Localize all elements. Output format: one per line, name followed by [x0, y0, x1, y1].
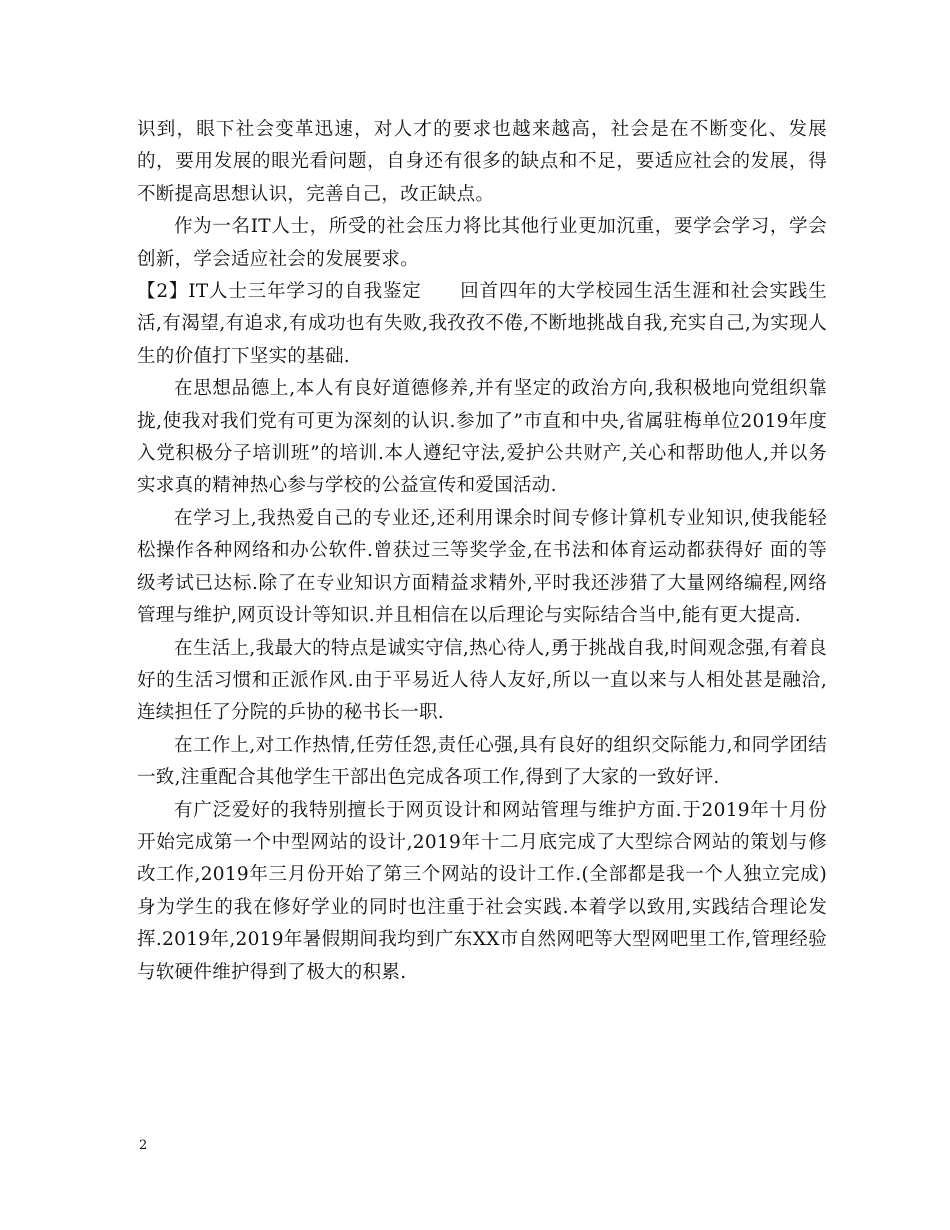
paragraph: 在工作上,对工作热情,任劳任怨,责任心强,具有良好的组织交际能力,和同学团结一致,注重配合其他学生干部出色完成各项工作,得到了大家的一致好评.: [137, 734, 827, 789]
page-number: 2: [139, 1138, 148, 1153]
paragraph: 有广泛爱好的我特别擅长于网页设计和网站管理与维护方面.于2019年十月份开始完成第一个中型网站的设计,2019年十二月底完成了大型综合网站的策划与修改工作,2019年三月份开始了第三个网站的设计工作.(全部都是我一个人独立完成)身为学生的我在修好学业的同时也注重于社会实践.本着学以致用,实践结合理论发挥.2019年,2019年暑假期间我均到广东XX市自然网吧等大型网吧里工作,管理经验与软硬件维护得到了极大的积累.: [137, 799, 827, 983]
paragraph: 在生活上,我最大的特点是诚实守信,热心待人,勇于挑战自我,时间观念强,有着良好的生活习惯和正派作风.由于平易近人待人友好,所以一直以来与人相处甚是融洽,连续担任了分院的乒协的秘书长一职.: [137, 637, 827, 724]
paragraph: 在思想品德上,本人有良好道德修养,并有坚定的政治方向,我积极地向党组织靠拢,使我对我们党有可更为深刻的认识.参加了”市直和中央,省属驻梅单位2019年度入党积极分子培训班”的培训.本人遵纪守法,爱护公共财产,关心和帮助他人,并以务实求真的精神热心参与学校的公益宣传和爱国活动.: [137, 378, 827, 497]
paragraph: 作为一名IT人士，所受的社会压力将比其他行业更加沉重，要学会学习，学会创新，学会适应社会的发展要求。: [137, 216, 827, 270]
paragraph: 在学习上,我热爱自己的专业还,还利用课余时间专修计算机专业知识,使我能轻松操作各种网络和办公软件.曾获过三等奖学金,在书法和体育运动都获得好 面的等级考试已达标.除了在专业知识方面精益求精外,平时我还涉猎了大量网络编程,网络管理与维护,网页设计等知识.并且相信在以后理论与实际结合当中,能有更大提高.: [137, 507, 827, 627]
paragraph: 识到，眼下社会变革迅速，对人才的要求也越来越高，社会是在不断变化、发展的，要用发展的眼光看问题，自身还有很多的缺点和不足，要适应社会的发展，得不断提高思想认识，完善自己，改正缺点。: [137, 119, 827, 205]
body-text: [137, 114, 827, 989]
section-heading-paragraph: 【2】IT人士三年学习的自我鉴定 回首四年的大学校园生活生涯和社会实践生活,有渴望,有追求,有成功也有失败,我孜孜不倦,不断地挑战自我,充实自己,为实现人生的价值打下坚实的基础.: [137, 281, 827, 367]
